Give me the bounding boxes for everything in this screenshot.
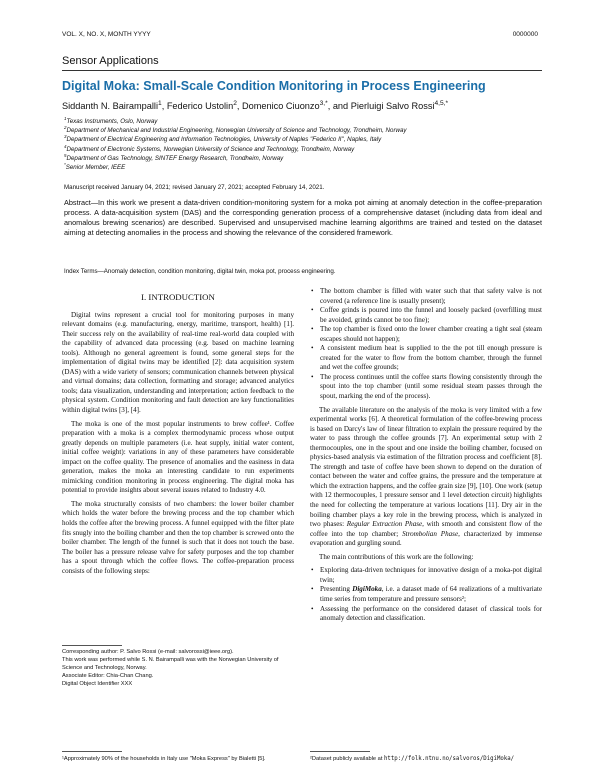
list-item: • The process continues until the coffee starts flowing consistently through the spout into the top chamber (until some residual steam passes through the spout, marking the end of the process). bbox=[310, 373, 542, 402]
abstract: Abstract—In this work we present a data-driven condition-monitoring system for a moka pot aiming at anomaly detection in the coffee-preparation process. A data-acquisition system (DAS) and the corresponding generation process of a comprehensive dataset (including data from ideal and anomalous brewing scenarios) are described. Supervised and unsupervised machine learning algorithms are trained and tested on the dataset aiming at detecting anomalies in the process and showing the relevance of the considered framework. bbox=[64, 198, 542, 237]
list-item: • The top chamber is fixed onto the lower chamber creating a tight seal (steam escapes should not happen); bbox=[310, 325, 542, 344]
footnote-rule bbox=[310, 751, 370, 752]
right-column bbox=[310, 287, 542, 628]
paragraph: The moka structurally consists of two chambers: the lower boiler chamber which holds the water before the brewing process and the top chamber which holds the coffee after the brewing process. A funnel equipped with the filter plate fits snugly into the boiling chamber and then the top chamber is screwed onto the boiler chamber. The length of the funnel is such that it does not touch the base. The boiler has a pressure release valve for safety purposes and the top chamber has a spout through which the coffee flows. The coffee-preparation process consists of the following steps: bbox=[62, 499, 294, 575]
index-terms: Index Terms—Anomaly detection, condition monitoring, digital twin, moka pot, process engineering. bbox=[64, 268, 336, 275]
footnote-line: This work was performed while S. N. Bairampalli was with the Norwegian University of Science and Technology, Norway. bbox=[62, 657, 279, 671]
footnote-2: ²Dataset publicly available at http://folk.ntnu.no/salvoros/DigiMoka/ bbox=[310, 756, 515, 762]
affiliation-line: $^2$Department of Mechanical and Industrial Engineering, Norwegian University of Science and Technology, Trondheim, Norway bbox=[64, 125, 407, 135]
section-heading-introduction: I. INTRODUCTION bbox=[141, 292, 215, 302]
author-name: Siddanth N. Bairampalli bbox=[62, 101, 159, 111]
footnote-1: ¹Approximately 90% of the households in Italy use "Moka Express" by Bialetti [5]. bbox=[62, 756, 266, 762]
footnote-rule bbox=[62, 751, 122, 752]
phase-name: Regular Extraction Phase bbox=[346, 520, 423, 529]
author-list: Siddanth N. Bairampalli$^1$, Federico Ustolin$^2$, Domenico Ciuonzo$^{3,*}$, and Pierluigi Salvo Rossi$^{4,5,*}$ bbox=[62, 99, 449, 111]
journal-info: VOL. X, NO. X, MONTH YYYY bbox=[62, 31, 151, 38]
list-item: • Assessing the performance on the considered dataset of classical tools for anomaly detection and classification. bbox=[310, 605, 542, 624]
list-item: • The bottom chamber is filled with water such that that safety valve is not covered (a reference line is usually present); bbox=[310, 287, 542, 306]
affiliation-line: $^3$Department of Electrical Engineering and Information Technologies, University of Naples "Federico II", Naples, Italy bbox=[64, 134, 382, 144]
footnote-line: Digital Object Identifier XXX bbox=[62, 681, 133, 687]
page-number: 0000000 bbox=[512, 31, 538, 38]
paragraph: The available literature on the analysis of the moka is very limited with a few experimental works [6]. A theoretical formulation of the coffee-brewing process is based on Darcy's law of linear filtration to explain the pressure required by the water to pass through the coffee grounds [7]. An experimental setup with 2 thermocouples, one in the spout and one inside the boiling chamber, focused on physics-based analysis via estimation of the filtration process and coefficient [8]. The strength and taste of coffee have been shown to depend on the duration of contact between the water and coffee grains, the pressure and the temperature at which the extraction happens, and the coffee grain size [9], [10]. One work (setup with 12 thermocouples, 1 pressure sensor and 1 level detection circuit) highlights the need for collecting the temperature at various locations [11]. Dry air in the boiling chamber plays a key role in the brewing process, which is analyzed in two phases: Regular Extraction Phase, with smooth and consistent flow of the coffee into the top chamber; Strombolian Phase, characterized by immense evaporation and gurgling sound. bbox=[310, 405, 542, 548]
phase-name: Strombolian Phase bbox=[402, 529, 459, 538]
header-rule bbox=[62, 70, 542, 71]
author-affil-sup: 4,5,* bbox=[434, 99, 449, 107]
manuscript-dates: Manuscript received January 04, 2021; revised January 27, 2021; accepted February 14, 2021. bbox=[64, 184, 325, 191]
list-item: • A consistent medium heat is supplied to the the pot till enough pressure is created for the water to flow from the bottom chamber, through the funnel and wet the coffee grounds; bbox=[310, 344, 542, 373]
author-footnote bbox=[62, 648, 294, 688]
contributions-list bbox=[310, 566, 542, 623]
affiliation-line: $^5$Department of Gas Technology, SINTEF Energy Research, Trondheim, Norway bbox=[64, 152, 284, 162]
author-affil-sup: 1 bbox=[158, 99, 162, 107]
list-item: • Presenting DigiMoka, i.e. a dataset made of 64 realizations of a multivariate time series from temperature and pressure sensors²; bbox=[310, 585, 542, 604]
author-name: Federico Ustolin bbox=[166, 101, 234, 111]
footnote-line: Corresponding author: P. Salvo Rossi (e-mail: salvorossi@ieee.org). bbox=[62, 649, 234, 655]
author-name: Pierluigi Salvo Rossi bbox=[350, 101, 435, 111]
paragraph: Digital twins represent a crucial tool for monitoring purposes in many relevant domains (e.g. manufacturing, energy, maritime, transport, health) [1]. Their success rely on the availability of real-time real-world data coupled with the capability of advanced data processing (e.g. based on machine learning tools). Although no general agreement is found, some general steps for the implementation of digital twins may be identified [2]: data acquisition system (DAS) with a wide variety of sensors; communication channels between physical and virtual domains; data collection, formatting and storage; advanced analytics tools; data visualization, understanding and interpretation; action feedback to the physical system. Condition monitoring and fault detection are key functionalities within digital twins [3], [4]. bbox=[62, 310, 294, 415]
list-item: • Exploring data-driven techniques for innovative design of a moka-pot digital twin; bbox=[310, 566, 542, 585]
affiliation-line: *Senior Member, IEEE bbox=[64, 161, 126, 172]
footnote-rule bbox=[62, 645, 122, 646]
section-label: Sensor Applications bbox=[62, 55, 159, 67]
affiliation-line: $^1$Texas Instruments, Oslo, Norway bbox=[64, 115, 158, 125]
list-item: • Coffee grinds is poured into the funnel and loosely packed (overfilling must be avoided, grinds cannot be too fine); bbox=[310, 306, 542, 325]
author-affil-sup: 2 bbox=[233, 99, 237, 107]
dataset-name: DigiMoka bbox=[352, 585, 382, 594]
paper-title: Digital Moka: Small-Scale Condition Monitoring in Process Engineering bbox=[62, 79, 486, 93]
affiliation-line: $^4$Department of Electronic Systems, Norwegian University of Science and Technology, Trondheim, Norway bbox=[64, 143, 355, 153]
footnote-line: Associate Editor: Chia-Chan Chang. bbox=[62, 673, 154, 679]
paragraph: The moka is one of the most popular instruments to brew coffee¹. Coffee preparation with a moka is a complex thermodynamic process whose output greatly depends on multiple parameters (i.e. heat supply, initial water content, initial coffee weight): variations in any of these parameters have considerable impact on the coffee quality. The presence of anomalies and the easiness in data generation, makes the moka an interesting candidate to run experiments mimicking condition monitoring in process engineering. The digital moka has potential to provide insights about several issues related to Industry 4.0. bbox=[62, 419, 294, 495]
author-affil-sup: 3,* bbox=[319, 99, 328, 107]
process-steps-list bbox=[310, 287, 542, 402]
left-column bbox=[62, 293, 294, 580]
paragraph: The main contributions of this work are the following: bbox=[319, 552, 474, 561]
dataset-url-link[interactable]: http://folk.ntnu.no/salvoros/DigiMoka/ bbox=[383, 756, 515, 762]
affiliations bbox=[64, 117, 407, 172]
author-name: Domenico Ciuonzo bbox=[242, 101, 320, 111]
